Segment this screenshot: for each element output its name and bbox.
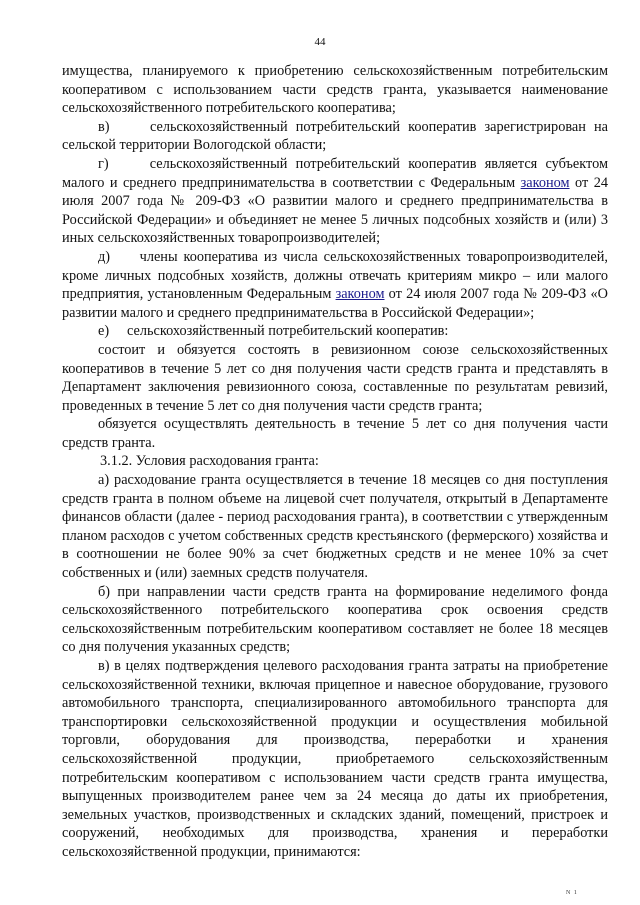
paragraph-activity-obligation: обязуется осуществлять деятельность в течение 5 лет со дня получения части средств гранта. [62, 416, 608, 451]
paragraph-item-e: е) сельскохозяйственный потребительский кооператив: [98, 323, 449, 340]
paragraph-item-g-text-end: от 24 июля 2007 года № 209-ФЗ «О развитии малого и среднего предпринимательства в Российской Федерации» и объединяет не менее 5 личных подсобных хозяйств и (или) 3 иных сельскохозяйственных товаропроизводителей; [62, 174, 609, 247]
paragraph-condition-b: б) при направлении части средств гранта на формирование неделимого фонда сельскохозяйственного потребительского кооператива срок освоения средств сельскохозяйственным потребительским кооперативом составляет не более 18 месяцев со дня получения указанных средств; [62, 583, 608, 656]
section-heading-3-1-2: 3.1.2. Условия расходования гранта: [100, 453, 319, 470]
paragraph-audit-union: состоит и обязуется состоять в ревизионном союзе сельскохозяйственных кооперативов в течение 5 лет со дня получения части средств гранта и представлять в Департамент заключения ревизионного союза, составленные по результатам ревизий, проведенных в течение 5 лет со дня получения части средств гранта; [62, 341, 608, 414]
document-body [62, 62, 608, 862]
paragraph-item-d-text-end: от 24 июля 2007 года № 209-ФЗ «О развитии малого и среднего предпринимательства в Российской Федерации»; [62, 286, 608, 321]
paragraph-item-g [62, 155, 608, 248]
paragraph-item-d-text-start: д) члены кооператива из числа сельскохозяйственных товаропроизводителей, кроме личных подсобных хозяйств, должны отвечать критериям микро – или малого предприятия, установленным Федеральным [62, 248, 608, 303]
page-number: 44 [314, 36, 326, 48]
paragraph-item-v: в) сельскохозяйственный потребительский кооператив зарегистрирован на сельской территории Вологодской области; [62, 118, 608, 154]
paragraph-item-d [62, 248, 608, 322]
corner-mark: N 1 [566, 890, 578, 896]
law-link[interactable]: законом [520, 174, 570, 191]
paragraph-item-g-text-start: г) сельскохозяйственный потребительский кооператив является субъектом малого и среднего предпринимательства в соответствии с Федеральным [62, 155, 608, 191]
law-link[interactable]: законом [335, 286, 385, 303]
paragraph-condition-a: а) расходование гранта осуществляется в течение 18 месяцев со дня поступления средств гранта в полном объеме на лицевой счет получателя, открытый в Департаменте финансов области (далее - период расходования гранта), в соответствии с утвержденным планом расходов с учетом собственных средств крестьянского (фермерского) хозяйства и в соотношении не более 90% за счет бюджетных средств и не менее 10% за счет собственных и (или) заемных средств получателя. [62, 472, 608, 582]
paragraph-property-continuation: имущества, планируемого к приобретению сельскохозяйственным потребительским кооперативом с использованием части средств гранта, указывается наименование сельскохозяйственного потребительского кооператива; [62, 63, 608, 117]
paragraph-condition-v: в) в целях подтверждения целевого расходования гранта затраты на приобретение сельскохозяйственной техники, включая прицепное и навесное оборудование, грузового автомобильного транспорта, специализированного автомобильного транспорта для транспортировки сельскохозяйственной продукции и осуществления мобильной торговли, оборудования для производства, переработки и хранения сельскохозяйственной продукции, приобретаемого сельскохозяйственным потребительским кооперативом с использованием части средств гранта имущества, выпущенных производителем ранее чем за 24 месяца до даты их приобретения, земельных участков, производственных и складских зданий, помещений, пристроек и сооружений, необходимых для производства, хранения и переработки сельскохозяйственной продукции, принимаются: [62, 658, 608, 860]
